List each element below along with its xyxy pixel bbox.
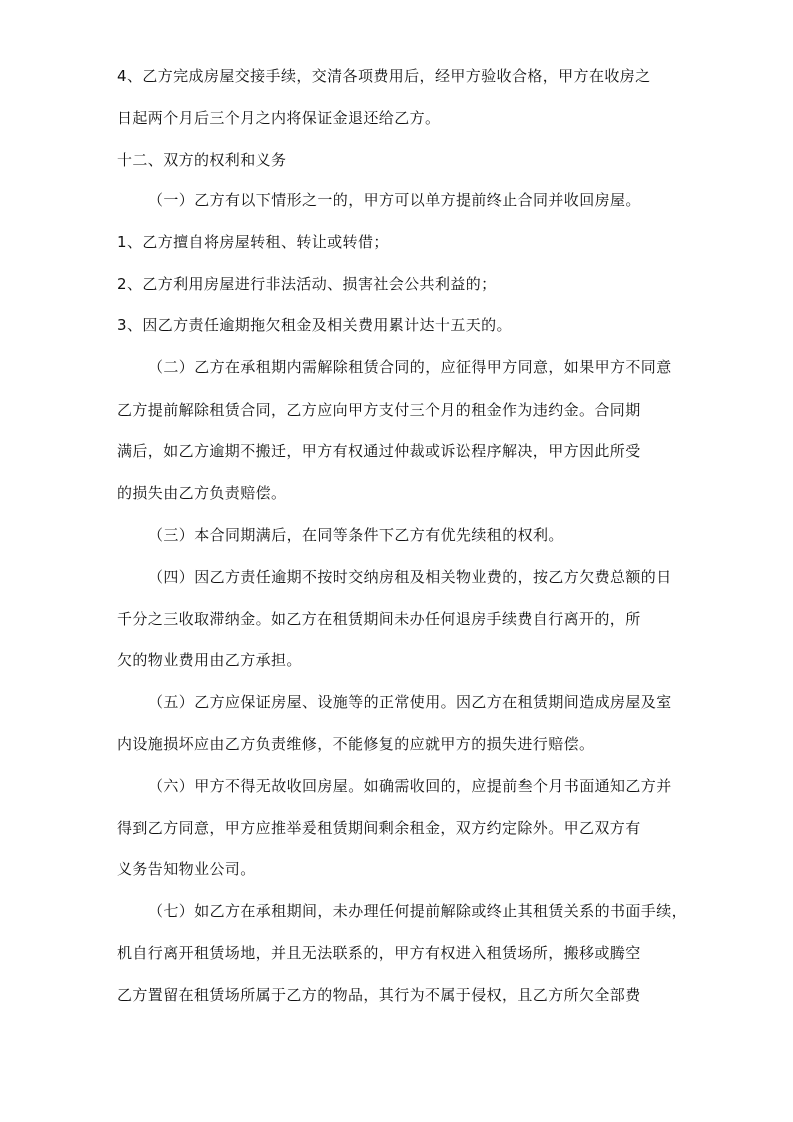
text-line: 得到乙方同意，甲方应推举爰租赁期间剩余租金，双方约定除外。甲乙双方有: [117, 819, 641, 837]
text-line: 的损失由乙方负责赔偿。: [117, 484, 287, 502]
text-line: 2、乙方利用房屋进行非法活动、损害社会公共利益的；: [117, 275, 497, 293]
text-line: （六）甲方不得无故收回房屋。如确需收回的，应提前叁个月书面通知乙方并: [148, 777, 672, 795]
text-line: 日起两个月后三个月之内将保证金退还给乙方。: [117, 109, 441, 127]
text-line: 欠的物业费用由乙方承担。: [117, 651, 302, 669]
text-line: （五）乙方应保证房屋、设施等的正常使用。因乙方在租赁期间造成房屋及室: [148, 693, 672, 711]
text-line: 内设施损坏应由乙方负责维修，不能修复的应就甲方的损失进行赔偿。: [117, 735, 595, 753]
text-line: 义务告知物业公司。: [117, 860, 256, 878]
text-line: （四）因乙方责任逾期不按时交纳房租及相关物业费的，按乙方欠费总额的日: [148, 568, 672, 586]
text-line: 1、乙方擅自将房屋转租、转让或转借；: [117, 233, 389, 251]
section-heading: 十二、双方的权利和义务: [117, 151, 287, 169]
text-line: 乙方提前解除租赁合同，乙方应向甲方支付三个月的租金作为违约金。合同期: [117, 401, 641, 419]
text-line: 乙方置留在租赁场所属于乙方的物品，其行为不属于侵权，且乙方所欠全部费: [117, 986, 641, 1004]
text-line: （七）如乙方在承租期间，未办理任何提前解除或终止其租赁关系的书面手续，: [148, 902, 688, 920]
text-line: 3、因乙方责任逾期拖欠租金及相关费用累计达十五天的。: [117, 316, 512, 334]
text-line: （一）乙方有以下情形之一的，甲方可以单方提前终止合同并收回房屋。: [148, 191, 641, 209]
text-line: 机自行离开租赁场地，并且无法联系的，甲方有权进入租赁场所，搬移或腾空: [117, 944, 641, 962]
text-line: 满后，如乙方逾期不搬迁，甲方有权通过仲裁或诉讼程序解决，甲方因此所受: [117, 442, 641, 460]
text-line: 4、乙方完成房屋交接手续，交清各项费用后，经甲方验收合格，甲方在收房之: [117, 67, 651, 85]
text-line: 千分之三收取滞纳金。如乙方在租赁期间未办任何退房手续费自行离开的，所: [117, 610, 641, 628]
text-line: （三）本合同期满后，在同等条件下乙方有优先续租的权利。: [148, 526, 564, 544]
text-line: （二）乙方在承租期内需解除租赁合同的，应征得甲方同意，如果甲方不同意: [148, 358, 672, 376]
